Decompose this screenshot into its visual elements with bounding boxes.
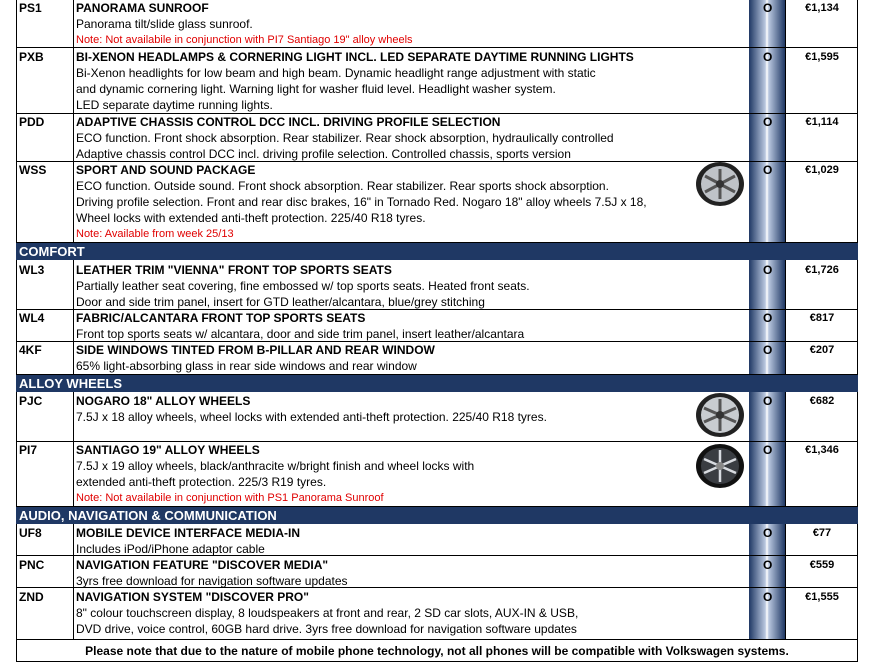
option-code: PJC: [19, 394, 43, 408]
compatibility-footnote: Please note that due to the nature of mobile phone technology, not all phones will be compatible with Volkswagen systems.: [85, 644, 789, 658]
option-code: PXB: [19, 50, 44, 64]
section-header-comfort: COMFORT: [16, 243, 858, 260]
option-row-pdd: [16, 114, 858, 161]
option-title: ADAPTIVE CHASSIS CONTROL DCC INCL. DRIVING PROFILE SELECTION: [76, 115, 501, 129]
option-code: ZND: [19, 590, 44, 604]
option-row-pnc: [16, 557, 858, 587]
section-header-alloy-wheels: ALLOY WHEELS: [16, 375, 858, 392]
option-title: SIDE WINDOWS TINTED FROM B-PILLAR AND REAR WINDOW: [76, 343, 435, 357]
option-row-4kf: [16, 342, 858, 374]
availability-mark: O: [763, 526, 773, 540]
option-title: NAVIGATION FEATURE "DISCOVER MEDIA": [76, 558, 329, 572]
option-title: PANORAMA SUNROOF: [76, 1, 209, 15]
option-row-uf8: [16, 525, 858, 555]
option-description: ECO function. Outside sound. Front shock absorption. Rear stabilizer. Rear sports shock absorption.: [76, 179, 609, 193]
option-description: Front top sports seats w/ alcantara, door and side trim panel, insert leather/alcantara: [76, 327, 525, 341]
option-title: LEATHER TRIM "VIENNA" FRONT TOP SPORTS SEATS: [76, 263, 392, 277]
option-description: 8" colour touchscreen display, 8 loudspeakers at front and rear, 2 SD car slots, AUX-IN & USB,: [76, 606, 579, 620]
option-description: Wheel locks with extended anti-theft protection. 225/40 R18 tyres.: [76, 211, 426, 225]
option-price: €1,595: [805, 51, 839, 63]
option-note: Note: Available from week 25/13: [76, 228, 234, 240]
option-note: Note: Not availabile in conjunction with PS1 Panorama Sunroof: [76, 492, 384, 504]
option-row-wl4: [16, 310, 858, 341]
option-description: Adaptive chassis control DCC incl. driving profile selection. Controlled chassis, sports version: [76, 147, 571, 161]
option-price: €1,114: [805, 116, 839, 128]
option-price: €559: [809, 559, 835, 571]
option-price: €1,029: [805, 164, 839, 176]
option-description: LED separate daytime running lights.: [76, 98, 273, 112]
option-title: SPORT AND SOUND PACKAGE: [76, 163, 256, 177]
option-description: Partially leather seat covering, fine embossed w/ top sports seats. Heated front seats.: [76, 279, 530, 293]
option-row-ps1: [16, 0, 858, 47]
option-price: €207: [809, 344, 835, 356]
option-price: €1,346: [805, 444, 839, 456]
option-description: Bi-Xenon headlights for low beam and high beam. Dynamic headlight range adjustment with static: [76, 66, 596, 80]
availability-mark: O: [763, 311, 773, 325]
option-code: PS1: [19, 1, 42, 15]
option-note: Note: Not availabile in conjunction with PI7 Santiago 19" alloy wheels: [76, 34, 413, 46]
option-row-pxb: [16, 49, 858, 113]
option-description: Driving profile selection. Front and rear disc brakes, 16" in Tornado Red. Nogaro 18" alloy wheels 7.5J x 18,: [76, 195, 647, 209]
wheel-image: [692, 161, 748, 207]
option-title: NAVIGATION SYSTEM "DISCOVER PRO": [76, 590, 309, 604]
option-description: Panorama tilt/slide glass sunroof.: [76, 17, 253, 31]
option-code: PI7: [19, 443, 38, 457]
option-description: 7.5J x 18 alloy wheels, wheel locks with extended anti-theft protection. 225/40 R18 tyres.: [76, 410, 547, 424]
option-description: and dynamic cornering light. Warning light for washer fluid level. Headlight washer system.: [76, 82, 556, 96]
option-description: DVD drive, voice control, 60GB hard drive. 3yrs free download for navigation software updates: [76, 622, 577, 636]
option-price: €77: [812, 527, 832, 539]
option-title: SANTIAGO 19" ALLOY WHEELS: [76, 443, 260, 457]
availability-mark: O: [763, 558, 773, 572]
availability-mark: O: [763, 394, 773, 408]
wheel-image: [692, 392, 748, 438]
option-code: 4KF: [19, 343, 42, 357]
option-description: Door and side trim panel, insert for GTD leather/alcantara, blue/grey stitching: [76, 295, 485, 309]
availability-mark: O: [763, 50, 773, 64]
option-title: FABRIC/ALCANTARA FRONT TOP SPORTS SEATS: [76, 311, 366, 325]
option-code: WL3: [19, 263, 45, 277]
option-code: UF8: [19, 526, 42, 540]
option-title: BI-XENON HEADLAMPS & CORNERING LIGHT INCL. LED SEPARATE DAYTIME RUNNING LIGHTS: [76, 50, 634, 64]
availability-mark: O: [763, 590, 773, 604]
option-price: €817: [809, 312, 835, 324]
option-description: Includes iPod/iPhone adaptor cable: [76, 542, 265, 556]
option-code: WL4: [19, 311, 45, 325]
wheel-image: [692, 443, 748, 489]
availability-mark: O: [763, 263, 773, 277]
availability-mark: O: [763, 343, 773, 357]
option-row-znd: [16, 589, 858, 639]
option-description: 65% light-absorbing glass in rear side windows and rear window: [76, 359, 417, 373]
option-title: NOGARO 18" ALLOY WHEELS: [76, 394, 251, 408]
option-description: ECO function. Front shock absorption. Rear stabilizer. Rear shock absorption, hydraulically controlled: [76, 131, 614, 145]
availability-mark: O: [763, 1, 773, 15]
availability-mark: O: [763, 443, 773, 457]
option-price: €1,555: [805, 591, 839, 603]
availability-mark: O: [763, 163, 773, 177]
option-price: €1,726: [805, 264, 839, 276]
option-description: extended anti-theft protection. 225/3 R19 tyres.: [76, 475, 327, 489]
option-code: PDD: [19, 115, 45, 129]
option-price: €682: [809, 395, 835, 407]
availability-mark: O: [763, 115, 773, 129]
section-header-audio-navigation: AUDIO, NAVIGATION & COMMUNICATION: [16, 507, 858, 524]
option-code: PNC: [19, 558, 45, 572]
option-code: WSS: [19, 163, 47, 177]
option-description: 7.5J x 19 alloy wheels, black/anthracite w/bright finish and wheel locks with: [76, 459, 475, 473]
option-row-wl3: [16, 262, 858, 309]
option-title: MOBILE DEVICE INTERFACE MEDIA-IN: [76, 526, 301, 540]
option-price: €1,134: [805, 2, 839, 14]
option-description: 3yrs free download for navigation software updates: [76, 574, 348, 588]
